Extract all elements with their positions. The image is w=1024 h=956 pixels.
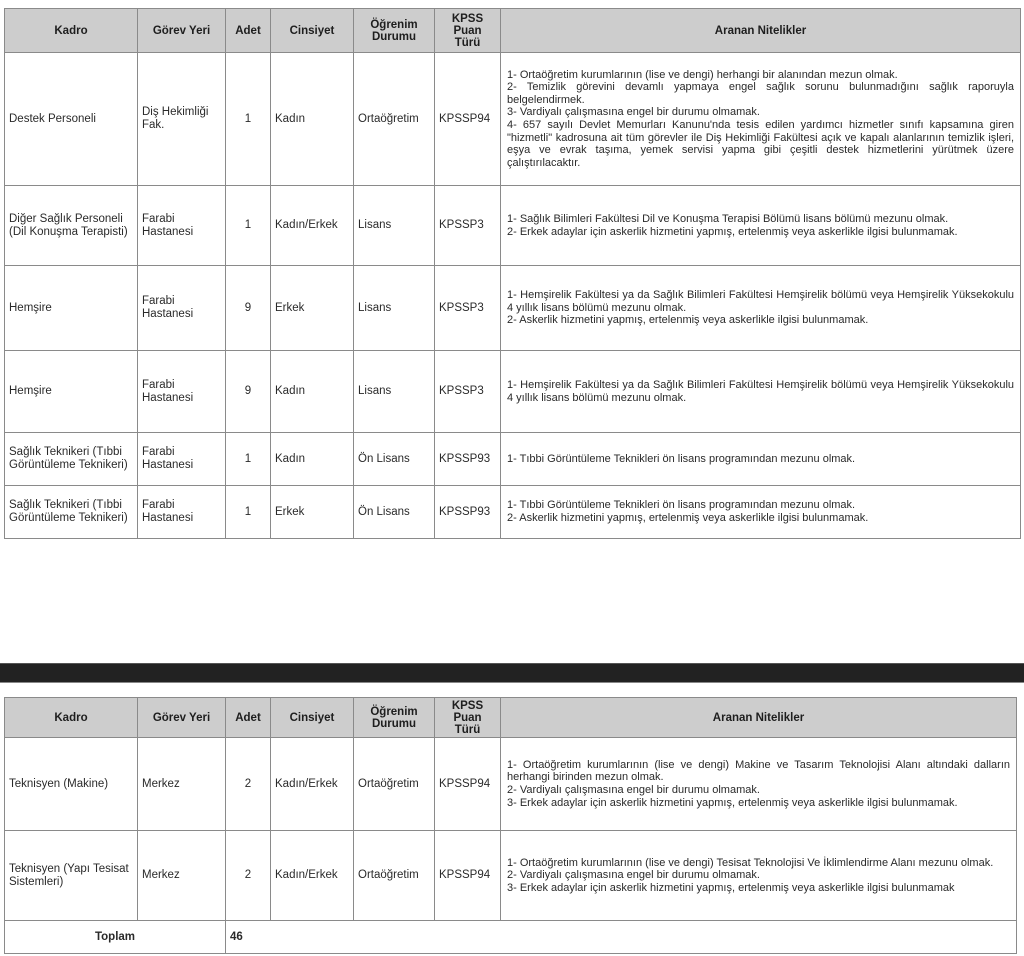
adet-cell: 9	[226, 266, 271, 351]
ogrenim-cell: Lisans	[354, 186, 435, 266]
kadro-cell: Diğer Sağlık Personeli (Dil Konuşma Terapisti)	[5, 186, 138, 266]
ogrenim-cell: Ortaöğretim	[354, 738, 435, 831]
ogrenim-cell: Lisans	[354, 351, 435, 433]
adet-cell: 9	[226, 351, 271, 433]
kadro-cell: Hemşire	[5, 266, 138, 351]
adet-cell: 1	[226, 433, 271, 486]
adet-cell: 2	[226, 738, 271, 831]
ogrenim-cell: Lisans	[354, 266, 435, 351]
total-value: 46	[226, 921, 1017, 954]
gorev-yeri-cell: Farabi Hastanesi	[138, 351, 226, 433]
nitelikler-cell	[501, 738, 1017, 831]
kpss-cell: KPSSP3	[435, 351, 501, 433]
header-kpss-line1: KPSS	[451, 12, 484, 25]
table-row	[5, 433, 1021, 486]
gorev-yeri-cell: Farabi Hastanesi	[138, 486, 226, 539]
nitelik-item: 1- Hemşirelik Fakültesi ya da Sağlık Bilimleri Fakültesi Hemşirelik bölümü veya Hemşirelik Yüksekokulu 4 yıllık lisans bölümü mezunu olmak.	[507, 378, 1014, 404]
nitelik-item: 2- Erkek adaylar için askerlik hizmetini yapmış, ertelenmiş veya askerlikle ilgisi bulunmamak.	[507, 225, 958, 238]
kpss-cell: KPSSP3	[435, 186, 501, 266]
nitelik-item: 1- Ortaöğretim kurumlarının (lise ve dengi) Tesisat Teknolojisi Ve İklimlendirme Alanı mezunu olmak.	[507, 856, 994, 869]
nitelik-item: 3- Erkek adaylar için askerlik hizmetini yapmış, ertelenmiş veya askerlikle ilgisi bulunmamak.	[507, 796, 958, 809]
nitelikler-cell	[501, 486, 1021, 539]
header-cinsiyet: Cinsiyet	[271, 698, 354, 738]
cinsiyet-cell: Kadın	[271, 351, 354, 433]
total-row	[5, 921, 1017, 954]
header-ogrenim-line2: Durumu	[371, 717, 417, 730]
positions-table-2	[4, 697, 1017, 954]
kpss-cell: KPSSP94	[435, 738, 501, 831]
nitelikler-cell	[501, 266, 1021, 351]
ogrenim-cell: Ön Lisans	[354, 486, 435, 539]
nitelik-item: 2- Askerlik hizmetini yapmış, ertelenmiş veya askerlikle ilgisi bulunmamak.	[507, 512, 869, 524]
kpss-cell: KPSSP93	[435, 486, 501, 539]
header-row	[5, 698, 1017, 738]
nitelik-item: 3- Vardiyalı çalışmasına engel bir durumu olmamak.	[507, 106, 760, 119]
cinsiyet-cell: Kadın/Erkek	[271, 738, 354, 831]
header-nitelikler: Aranan Nitelikler	[501, 9, 1021, 53]
cinsiyet-cell: Kadın	[271, 433, 354, 486]
header-ogrenim-line1: Öğrenim	[370, 705, 418, 718]
header-ogrenim	[354, 698, 435, 738]
nitelik-item: 2- Askerlik hizmetini yapmış, ertelenmiş veya askerlikle ilgisi bulunmamak.	[507, 314, 869, 327]
cinsiyet-cell: Kadın	[271, 53, 354, 186]
nitelik-item: 4- 657 sayılı Devlet Memurları Kanunu'nda tesis edilen yardımcı hizmetler sınıfı kapsamına giren "hizmetli" kadrosuna ait tüm görevler ile Diş Hekimliği Fakültesi açık ve kapalı alanlarının temizlik işleri, eşya ve evrak taşıma, yemek servisi yapma gibi çeşitli destek hizmetlerini yürütmek üzere çalıştırılacaktır.	[507, 119, 1014, 169]
header-ogrenim-line2: Durumu	[371, 30, 417, 43]
nitelik-item: 1- Ortaöğretim kurumlarının (lise ve dengi) herhangi bir alanından mezun olmak.	[507, 68, 898, 81]
gorev-yeri-cell: Merkez	[138, 831, 226, 921]
cinsiyet-cell: Kadın/Erkek	[271, 831, 354, 921]
kadro-cell: Destek Personeli	[5, 53, 138, 186]
nitelik-item: 2- Vardiyalı çalışmasına engel bir durumu olmamak.	[507, 869, 760, 882]
nitelikler-cell	[501, 831, 1017, 921]
table-row	[5, 351, 1021, 433]
nitelik-item: 1- Tıbbi Görüntüleme Teknikleri ön lisans programından mezunu olmak.	[507, 499, 856, 512]
nitelik-item: 1- Sağlık Bilimleri Fakültesi Dil ve Konuşma Terapisi Bölümü lisans bölümü mezunu olmak.	[507, 212, 949, 225]
gorev-yeri-cell: Diş Hekimliği Fak.	[138, 53, 226, 186]
nitelik-item: 2- Temizlik görevini devamlı yapmaya engel sağlık sorunu bulunmadığını sağlık raporuyla belgelendirmek.	[507, 81, 1014, 106]
adet-cell: 1	[226, 186, 271, 266]
kpss-cell: KPSSP94	[435, 831, 501, 921]
table-row	[5, 486, 1021, 539]
kadro-cell: Sağlık Teknikeri (Tıbbi Görüntüleme Teknikeri)	[5, 486, 138, 539]
cinsiyet-cell: Erkek	[271, 486, 354, 539]
kpss-cell: KPSSP3	[435, 266, 501, 351]
header-cinsiyet: Cinsiyet	[271, 9, 354, 53]
total-label: Toplam	[5, 921, 226, 954]
kadro-cell: Hemşire	[5, 351, 138, 433]
header-kadro: Kadro	[5, 698, 138, 738]
positions-table-1	[4, 8, 1021, 539]
kadro-cell: Sağlık Teknikeri (Tıbbi Görüntüleme Teknikeri)	[5, 433, 138, 486]
gorev-yeri-cell: Farabi Hastanesi	[138, 266, 226, 351]
header-kpss-line2: Puan	[453, 24, 482, 37]
gorev-yeri-cell: Farabi Hastanesi	[138, 433, 226, 486]
header-nitelikler: Aranan Nitelikler	[501, 698, 1017, 738]
nitelik-item: 2- Vardiyalı çalışmasına engel bir durumu olmamak.	[507, 784, 760, 796]
table-row	[5, 186, 1021, 266]
header-gorev-yeri: Görev Yeri	[138, 698, 226, 738]
table-row	[5, 53, 1021, 186]
table-row	[5, 831, 1017, 921]
ogrenim-cell: Ortaöğretim	[354, 831, 435, 921]
kadro-cell: Teknisyen (Yapı Tesisat Sistemleri)	[5, 831, 138, 921]
header-ogrenim	[354, 9, 435, 53]
cinsiyet-cell: Erkek	[271, 266, 354, 351]
adet-cell: 2	[226, 831, 271, 921]
nitelik-item: 1- Tıbbi Görüntüleme Teknikleri ön lisans programından mezunu olmak.	[507, 452, 856, 465]
nitelikler-cell	[501, 351, 1021, 433]
ogrenim-cell: Ön Lisans	[354, 433, 435, 486]
adet-cell: 1	[226, 486, 271, 539]
nitelik-item: 1- Hemşirelik Fakültesi ya da Sağlık Bilimleri Fakültesi Hemşirelik bölümü veya Hemşirelik Yüksekokulu 4 yıllık lisans bölümü mezunu olmak.	[507, 289, 1014, 314]
gorev-yeri-cell: Farabi Hastanesi	[138, 186, 226, 266]
nitelikler-cell	[501, 186, 1021, 266]
kpss-cell: KPSSP94	[435, 53, 501, 186]
nitelik-item: 1- Ortaöğretim kurumlarının (lise ve dengi) Makine ve Tasarım Teknolojisi Alanı altındaki dalların herhangi birinden mezun olmak.	[507, 758, 1010, 784]
nitelikler-cell	[501, 53, 1021, 186]
header-kadro: Kadro	[5, 9, 138, 53]
header-kpss	[435, 9, 501, 53]
header-kpss	[435, 698, 501, 738]
adet-cell: 1	[226, 53, 271, 186]
table-row	[5, 738, 1017, 831]
header-row	[5, 9, 1021, 53]
header-kpss-line3: Türü	[454, 723, 481, 736]
header-gorev-yeri: Görev Yeri	[138, 9, 226, 53]
gorev-yeri-cell: Merkez	[138, 738, 226, 831]
cinsiyet-cell: Kadın/Erkek	[271, 186, 354, 266]
page-separator-bar	[0, 663, 1024, 683]
header-adet: Adet	[226, 698, 271, 738]
kadro-cell: Teknisyen (Makine)	[5, 738, 138, 831]
header-adet: Adet	[226, 9, 271, 53]
table-row	[5, 266, 1021, 351]
ogrenim-cell: Ortaöğretim	[354, 53, 435, 186]
kpss-cell: KPSSP93	[435, 433, 501, 486]
header-kpss-line2: Puan	[453, 711, 482, 724]
header-kpss-line1: KPSS	[451, 699, 484, 712]
header-kpss-line3: Türü	[454, 36, 481, 49]
header-ogrenim-line1: Öğrenim	[370, 18, 418, 31]
nitelik-item: 3- Erkek adaylar için askerlik hizmetini yapmış, ertelenmiş veya askerlikle ilgisi bulunmamak	[507, 881, 955, 894]
nitelikler-cell	[501, 433, 1021, 486]
